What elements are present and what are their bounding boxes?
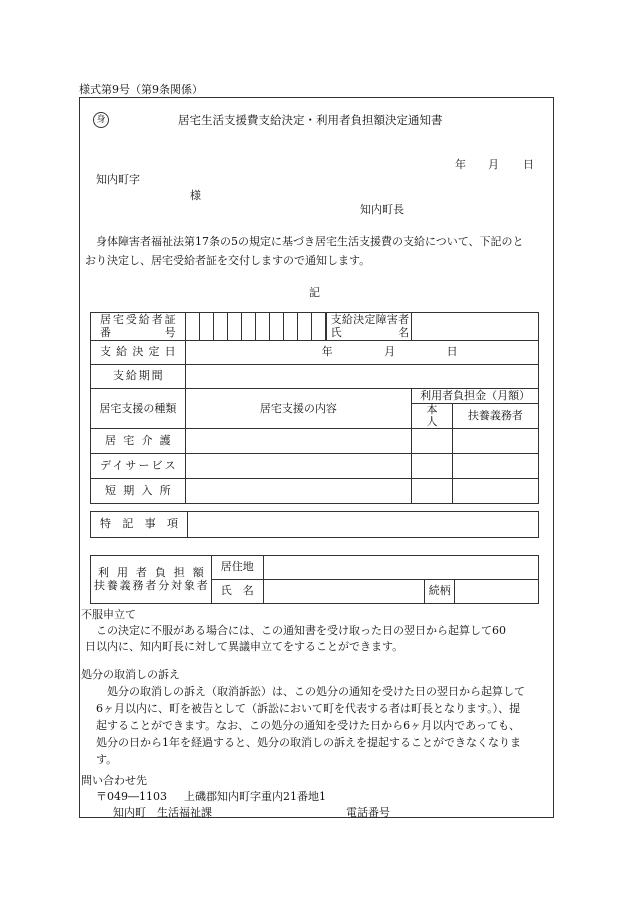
decision-date-label: 支給決定日 (91, 341, 186, 365)
dependent-header: 扶養義務者 (452, 404, 538, 429)
relation-label: 続柄 (425, 580, 455, 604)
addressee: 知内町字 (96, 173, 140, 186)
document-title: 居宅生活支援費支給決定・利用者負担額決定通知書 (178, 113, 443, 127)
contact-address: 上磯郡知内町字重内21番地1 (184, 790, 326, 803)
relation-value (455, 580, 539, 604)
lawsuit-line-4: 処分の日から1年を経過すると、処分の取消しの訴えを提起することができなくなりま (96, 736, 521, 749)
name-value (263, 580, 425, 604)
recipient-name-label: 支給決定障害者 氏 名 (326, 313, 411, 341)
period-value (185, 365, 538, 389)
row-label-day-service: デイサービス (91, 454, 186, 479)
short-stay-dependent (452, 479, 538, 504)
special-notes-label: 特記事項 (91, 512, 188, 538)
lawsuit-line-2: 6ヶ月以内に、町を被告として（訴訟において町を代表する者は町長となります。）、提 (96, 702, 521, 715)
form-number: 様式第9号（第9条関係） (79, 83, 203, 96)
contact-postal: 〒049―1103 (96, 790, 167, 803)
honorific: 様 (190, 189, 201, 202)
row-label-short-stay: 短期入所 (91, 479, 186, 504)
contact-department: 知内町 生活福祉課 (113, 806, 212, 819)
recipient-name-value (412, 313, 539, 341)
day-service-content (185, 454, 411, 479)
appeal-line-2: 日以内に、知内町長に対して異議申立てをすることができます。 (85, 640, 404, 653)
day-service-dependent (452, 454, 538, 479)
burden-target-table (90, 555, 539, 604)
date-month: 月 (488, 158, 499, 171)
issuer: 知内町長 (360, 203, 404, 216)
appeal-heading: 不服申立て (81, 608, 136, 621)
name-label: 氏 名 (211, 580, 263, 604)
intro-line-2: おり決定し、居宅受給者証を交付しますので通知します。 (85, 254, 371, 267)
short-stay-self (412, 479, 453, 504)
cert-number-boxes (185, 313, 326, 341)
service-type-header: 居宅支援の種類 (91, 389, 186, 429)
date-year: 年 (455, 158, 466, 171)
decision-table (90, 312, 539, 504)
special-notes-value (188, 512, 539, 538)
appeal-line-1: この決定に不服がある場合には、この通知書を受け取った日の翌日から起算して60 (96, 624, 506, 637)
residence-label: 居住地 (211, 556, 263, 580)
self-header: 本 人 (412, 404, 453, 429)
home-care-dependent (452, 429, 538, 454)
period-label: 支給期間 (91, 365, 186, 389)
ki-heading: 記 (309, 286, 320, 299)
burden-header: 利用者負担金（月額） (412, 389, 539, 404)
lawsuit-line-1: 処分の取消しの訴え（取消訴訟）は、この処分の通知を受けた日の翌日から起算して (107, 685, 525, 698)
contact-phone-label: 電話番号 (346, 806, 390, 819)
home-care-content (185, 429, 411, 454)
lawsuit-heading: 処分の取消しの訴え (81, 668, 180, 681)
lawsuit-line-5: す。 (96, 753, 118, 766)
burden-target-label: 利用者負担額 扶養義務者分対象者 (91, 556, 212, 604)
decision-date-value: 年 月 日 (185, 341, 538, 365)
residence-value (263, 556, 538, 580)
special-notes-table (90, 511, 539, 538)
short-stay-content (185, 479, 411, 504)
seal-mark: 身 (93, 112, 109, 128)
cert-number-label: 居宅受給者証 番 号 (91, 313, 186, 341)
lawsuit-line-3: 起することができます。なお、この処分の通知を受けた日から6ヶ月以内であっても、 (96, 719, 521, 732)
date-day: 日 (523, 158, 534, 171)
row-label-home-care: 居宅介護 (91, 429, 186, 454)
day-service-self (412, 454, 453, 479)
contact-heading: 問い合わせ先 (81, 774, 147, 787)
intro-line-1: 身体障害者福祉法第17条の5の規定に基づき居宅生活支援費の支給について、下記のと (96, 235, 524, 248)
service-content-header: 居宅支援の内容 (185, 389, 411, 429)
home-care-self (412, 429, 453, 454)
